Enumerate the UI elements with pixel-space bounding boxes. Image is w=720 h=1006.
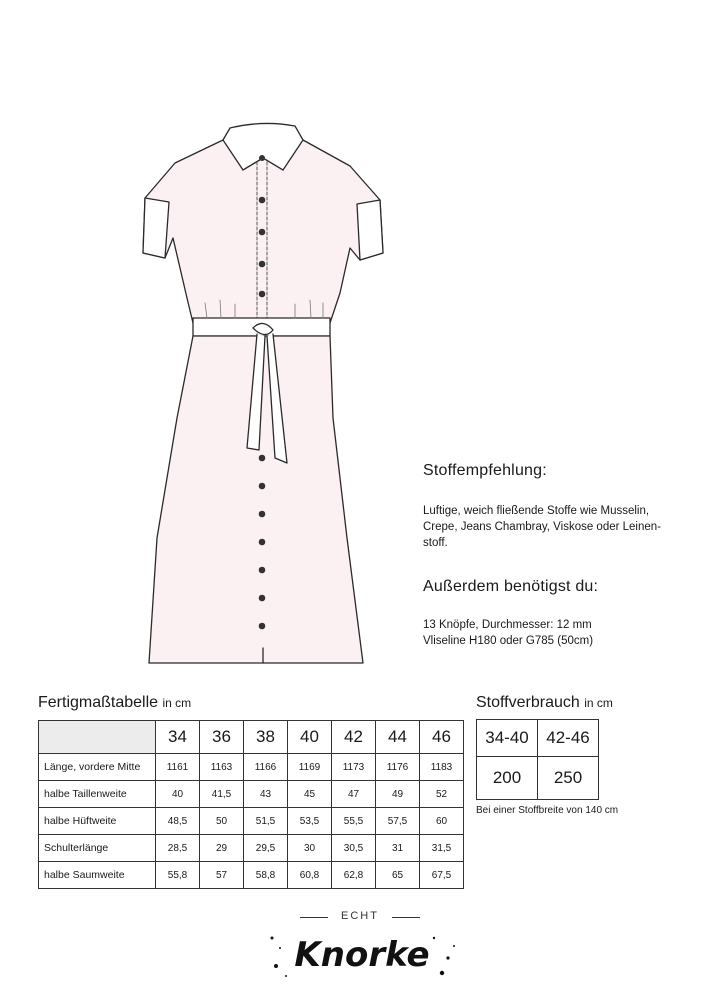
- table-row: [39, 808, 464, 835]
- size-header: 40: [288, 721, 332, 754]
- size-header: 36: [200, 721, 244, 754]
- fabric-note: Bei einer Stoffbreite von 140 cm: [476, 805, 619, 816]
- cell: 48,5: [156, 808, 200, 835]
- row-label: halbe Hüftweite: [39, 808, 156, 835]
- fabric-table: [476, 719, 599, 800]
- fabric-size-header: 42-46: [538, 720, 599, 757]
- cell: 31: [376, 835, 420, 862]
- cell: 60: [420, 808, 464, 835]
- cell: 47: [332, 781, 376, 808]
- cell: 28,5: [156, 835, 200, 862]
- extras-text: [423, 617, 593, 649]
- measure-table-title: [38, 694, 191, 712]
- cell: 1169: [288, 754, 332, 781]
- measure-table-header-row: [39, 721, 464, 754]
- header-corner: [39, 721, 156, 754]
- cell: 57,5: [376, 808, 420, 835]
- fabric-header-row: [477, 720, 599, 757]
- measure-table-unit: in cm: [162, 696, 192, 710]
- material-text: [423, 503, 661, 551]
- row-label: halbe Saumweite: [39, 862, 156, 889]
- fabric-size-header: 34-40: [477, 720, 538, 757]
- cell: 31,5: [420, 835, 464, 862]
- table-row: [39, 862, 464, 889]
- row-label: Länge, vordere Mitte: [39, 754, 156, 781]
- cell: 62,8: [332, 862, 376, 889]
- cell: 53,5: [288, 808, 332, 835]
- extras-title: Außerdem benötigst du:: [423, 578, 599, 595]
- cell: 67,5: [420, 862, 464, 889]
- cell: 45: [288, 781, 332, 808]
- logo-word: Knorke: [294, 935, 430, 975]
- cell: 1176: [376, 754, 420, 781]
- measure-table: [38, 720, 464, 889]
- size-header: 38: [244, 721, 288, 754]
- material-line: Luftige, weich fließende Stoffe wie Musselin,: [423, 505, 650, 517]
- size-header: 42: [332, 721, 376, 754]
- cell: 1173: [332, 754, 376, 781]
- cell: 29: [200, 835, 244, 862]
- logo-top-text: ECHT: [300, 910, 420, 922]
- cell: 40: [156, 781, 200, 808]
- cell: 30: [288, 835, 332, 862]
- cell: 49: [376, 781, 420, 808]
- material-line: stoff.: [423, 537, 448, 549]
- cell: 1166: [244, 754, 288, 781]
- cell: 29,5: [244, 835, 288, 862]
- extras-line: Vliseline H180 oder G785 (50cm): [423, 635, 594, 647]
- cell: 55,8: [156, 862, 200, 889]
- cell: 1163: [200, 754, 244, 781]
- extras-line: 13 Knöpfe, Durchmesser: 12 mm: [423, 619, 592, 631]
- table-row: [39, 781, 464, 808]
- row-label: halbe Taillenweite: [39, 781, 156, 808]
- fabric-value: 200: [477, 757, 538, 800]
- cell: 51,5: [244, 808, 288, 835]
- cell: 1183: [420, 754, 464, 781]
- material-line: Crepe, Jeans Chambray, Viskose oder Leinen-: [423, 521, 662, 533]
- fabric-table-title: [476, 694, 613, 712]
- cell: 41,5: [200, 781, 244, 808]
- size-header: 46: [420, 721, 464, 754]
- material-title: Stoffempfehlung:: [423, 462, 547, 479]
- cell: 57: [200, 862, 244, 889]
- cell: 52: [420, 781, 464, 808]
- size-header: 44: [376, 721, 420, 754]
- row-label: Schulterlänge: [39, 835, 156, 862]
- cell: 58,8: [244, 862, 288, 889]
- cell: 55,5: [332, 808, 376, 835]
- cell: 30,5: [332, 835, 376, 862]
- fabric-value: 250: [538, 757, 599, 800]
- cell: 43: [244, 781, 288, 808]
- fabric-value-row: [477, 757, 599, 800]
- measure-table-title-text: Fertigmaßtabelle: [38, 694, 159, 711]
- cell: 65: [376, 862, 420, 889]
- fabric-table-title-text: Stoffverbrauch: [476, 694, 580, 711]
- table-row: [39, 754, 464, 781]
- fabric-table-unit: in cm: [584, 696, 613, 710]
- dress-sketch: [135, 118, 390, 683]
- size-header: 34: [156, 721, 200, 754]
- knorke-logo: [262, 918, 462, 988]
- table-row: [39, 835, 464, 862]
- cell: 50: [200, 808, 244, 835]
- cell: 60,8: [288, 862, 332, 889]
- cell: 1161: [156, 754, 200, 781]
